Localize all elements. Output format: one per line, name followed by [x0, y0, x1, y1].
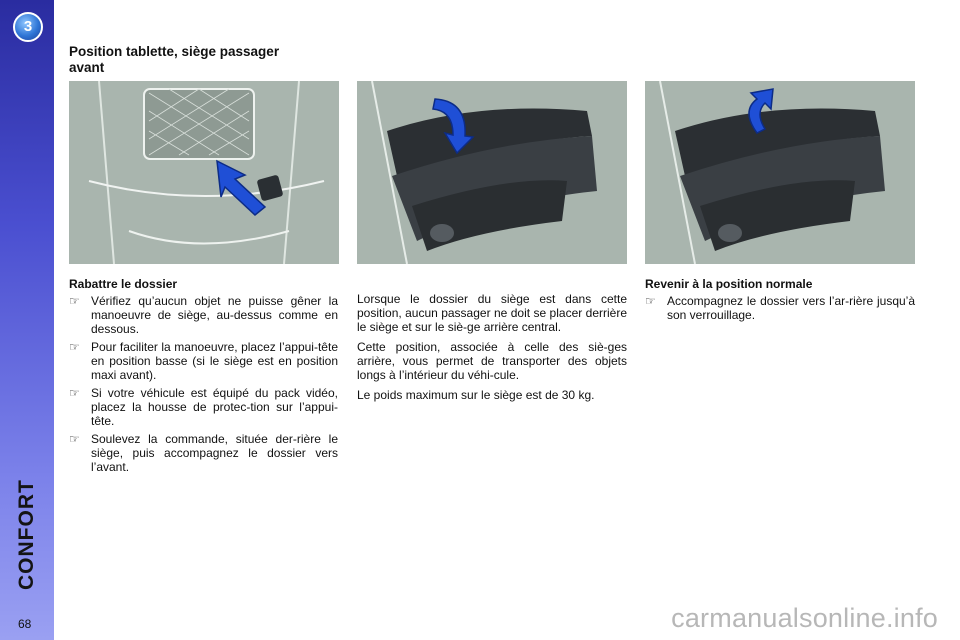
section-title: Position tablette, siège passager avant: [69, 44, 280, 75]
left-column: [69, 277, 338, 478]
photo-seat-restoring: [645, 81, 915, 264]
hand-pointer-icon: ☞: [69, 340, 80, 354]
photo-seat-folding: [357, 81, 627, 264]
chapter-sidebar: [0, 0, 54, 640]
page-number: 68: [18, 617, 32, 631]
list-item: [69, 294, 338, 336]
bullet-text: Accompagnez le dossier vers l’ar-rière jusqu’à son verrouillage.: [667, 294, 915, 322]
left-heading: Rabattre le dossier: [69, 277, 178, 291]
bullet-text: Soulevez la commande, située der-rière le siège, puis accompagnez le dossier vers l’avant.: [91, 432, 338, 474]
list-item: [69, 386, 338, 428]
hand-pointer-icon: ☞: [69, 386, 80, 400]
left-bullet-list: [69, 294, 338, 474]
bullet-text: Si votre véhicule est équipé du pack vidéo, placez la housse de protec-tion sur l’appui-tête.: [91, 386, 338, 428]
list-item: [645, 294, 915, 322]
bullet-text: Vérifiez qu’aucun objet ne puisse gêner la manoeuvre de siège, au-dessus comme en dessous.: [91, 294, 338, 336]
list-item: [69, 432, 338, 474]
right-column: [645, 277, 915, 326]
photo-seat-rear-lever: [69, 81, 339, 264]
right-heading: Revenir à la position normale: [645, 277, 813, 291]
hand-pointer-icon: ☞: [645, 294, 656, 308]
chapter-title: CONFORT: [15, 479, 38, 591]
middle-column: [357, 292, 627, 408]
right-bullet-list: [645, 294, 915, 322]
list-item: [69, 340, 338, 382]
hand-pointer-icon: ☞: [69, 432, 80, 446]
chapter-number-badge: 3: [13, 12, 43, 42]
paragraph: Cette position, associée à celle des siè-ges arrière, vous permet de transporter des objets longs à l’intérieur du véhi-cule.: [357, 340, 627, 382]
hand-pointer-icon: ☞: [69, 294, 80, 308]
bullet-text: Pour faciliter la manoeuvre, placez l’appui-tête en position basse (si le siège est en position maxi avant).: [91, 340, 338, 382]
watermark: carmanualsonline.info: [671, 603, 938, 633]
paragraph: Lorsque le dossier du siège est dans cette position, aucun passager ne doit se placer derrière le siège et sur le siè-ge arrière central.: [357, 292, 627, 334]
paragraph: Le poids maximum sur le siège est de 30 kg.: [357, 388, 595, 402]
